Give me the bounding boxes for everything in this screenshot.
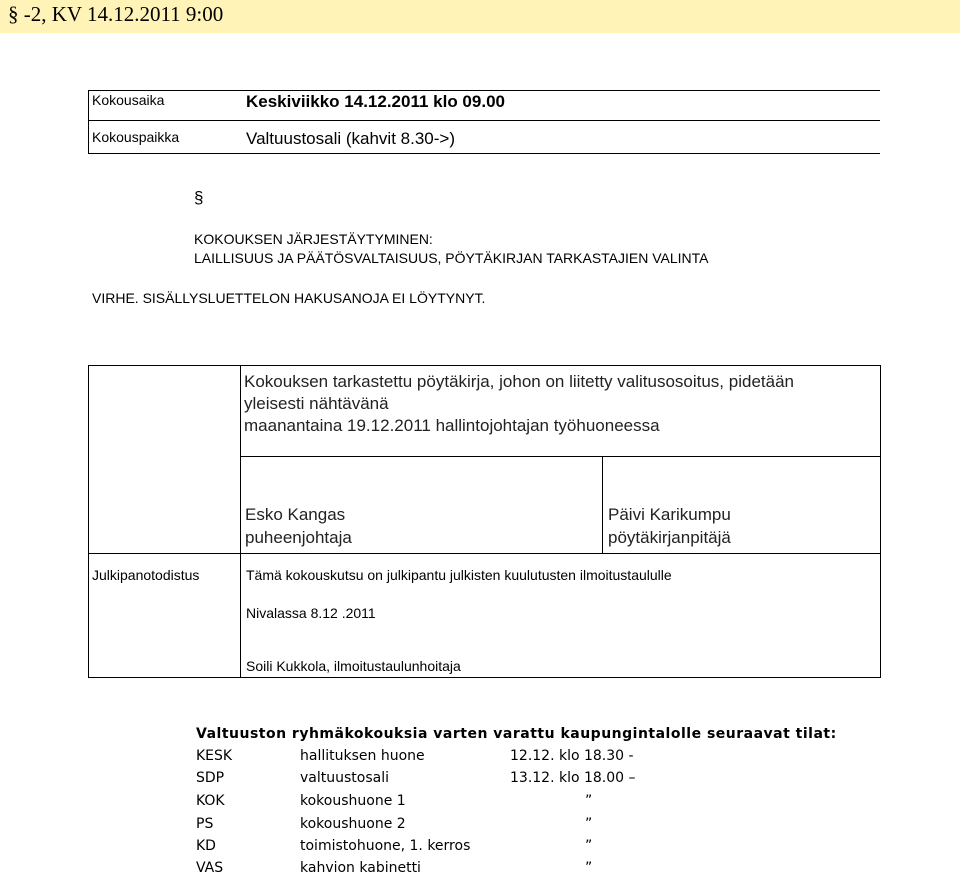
meeting-place-label: Kokouspaikka <box>92 129 180 145</box>
page-title: § -2, KV 14.12.2011 9:00 <box>8 2 224 26</box>
group-room: kokoushuone 2 <box>300 816 406 832</box>
box-right-rule <box>880 365 881 678</box>
section-symbol: § <box>194 188 204 207</box>
box-inner-rule <box>240 365 241 678</box>
notice-line-3: maanantaina 19.12.2011 hallintojohtajan työhuoneessa <box>244 416 660 435</box>
group-date: ” <box>585 793 593 809</box>
meeting-top-rule <box>88 90 880 91</box>
meeting-time-label: Kokousaika <box>92 92 165 108</box>
group-room: hallituksen huone <box>300 748 425 764</box>
group-date: 13.12. klo 18.00 – <box>510 770 636 786</box>
section-heading-2: LAILLISUUS JA PÄÄTÖSVALTAISUUS, PÖYTÄKIRJAN TARKASTAJIEN VALINTA <box>194 250 709 266</box>
chair-name: Esko Kangas <box>245 505 346 524</box>
section-heading-1: KOKOUKSEN JÄRJESTÄYTYMINEN: <box>194 231 433 247</box>
group-room: valtuustosali <box>300 770 389 786</box>
publication-signer: Soili Kukkola, ilmoitustaulunhoitaja <box>246 658 461 674</box>
groups-title: Valtuuston ryhmäkokouksia varten varattu kaupungintalolle seuraavat tilat: <box>196 726 837 742</box>
group-date: ” <box>585 816 593 832</box>
chair-role: puheenjohtaja <box>245 528 352 547</box>
meeting-place-value: Valtuustosali (kahvit 8.30->) <box>246 129 455 148</box>
notice-line-1: Kokouksen tarkastettu pöytäkirja, johon on liitetty valitusosoitus, pidetään <box>244 372 794 391</box>
publication-label: Julkipanotodistus <box>92 567 200 583</box>
group-date: ” <box>585 838 593 854</box>
group-party: SDP <box>196 770 225 786</box>
group-date: ” <box>585 860 593 876</box>
group-room: kokoushuone 1 <box>300 793 406 809</box>
meeting-left-rule <box>88 90 89 154</box>
group-party: KOK <box>196 793 225 809</box>
secretary-name: Päivi Karikumpu <box>608 505 731 524</box>
group-room: toimistohuone, 1. kerros <box>300 838 471 854</box>
meeting-bottom-rule <box>88 153 880 154</box>
section-error: VIRHE. SISÄLLYSLUETTELON HAKUSANOJA EI LÖYTYNYT. <box>92 290 486 306</box>
meeting-time-value: Keskiviikko 14.12.2011 klo 09.00 <box>246 92 505 111</box>
group-room: kahvion kabinetti <box>300 860 421 876</box>
box-sig-divider <box>602 456 603 554</box>
secretary-role: pöytäkirjanpitäjä <box>608 528 731 547</box>
publication-place-date: Nivalassa 8.12 .2011 <box>246 605 376 621</box>
publication-text: Tämä kokouskutsu on julkipantu julkisten kuulutusten ilmoitustaululle <box>246 567 672 583</box>
group-party: PS <box>196 816 214 832</box>
group-date: 12.12. klo 18.30 - <box>510 748 634 764</box>
group-party: VAS <box>196 860 224 876</box>
box-top-rule <box>88 365 881 366</box>
group-party: KESK <box>196 748 233 764</box>
box-pub-top-rule <box>88 553 881 554</box>
notice-line-2: yleisesti nähtävänä <box>244 394 389 413</box>
box-left-rule <box>88 365 89 678</box>
box-bottom-rule <box>88 677 881 678</box>
meeting-mid-rule <box>88 120 880 121</box>
box-sig-top-rule <box>240 456 881 457</box>
group-party: KD <box>196 838 216 854</box>
